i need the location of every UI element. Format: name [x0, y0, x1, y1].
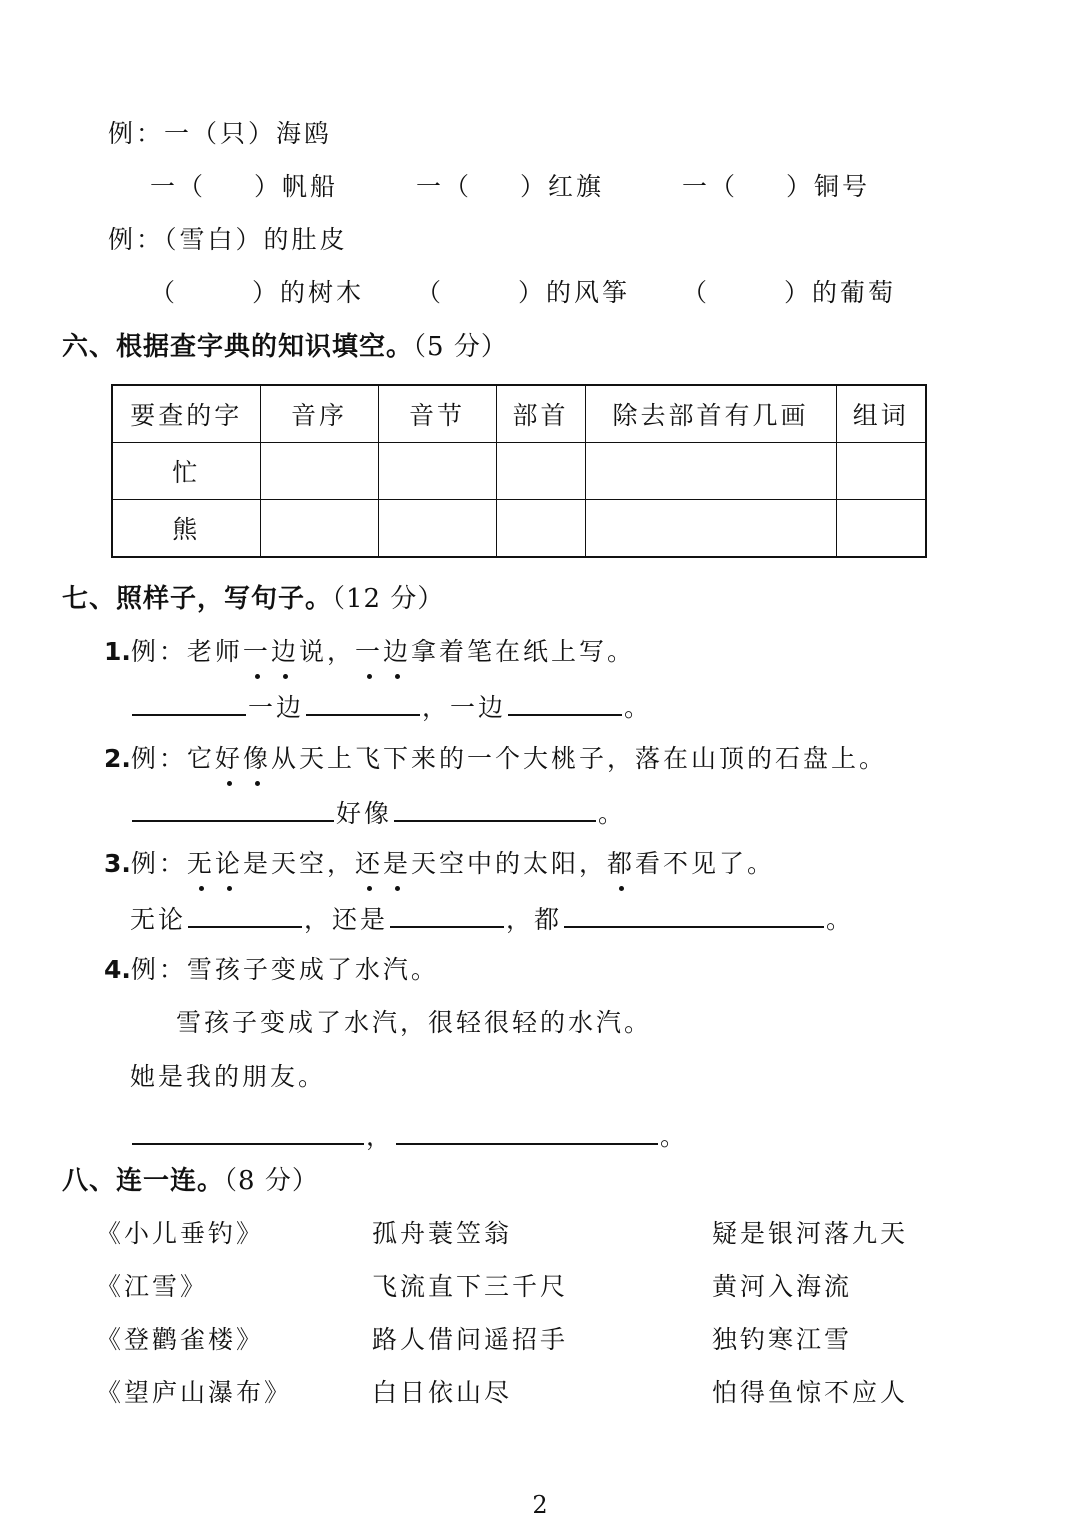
poem-title[interactable]: 《登鹳雀楼》: [96, 1325, 265, 1354]
poem-title[interactable]: 《江雪》: [96, 1272, 209, 1301]
q1-number: 1.: [104, 637, 131, 666]
adj-item-3: [682, 275, 896, 311]
adj-suffix: ）的风筝: [518, 278, 631, 307]
q1-text: 例：老师: [130, 637, 243, 666]
header-cell: 要查的字: [112, 385, 260, 443]
q1-fill-sep: ，一边: [422, 693, 507, 722]
answer-cell[interactable]: [585, 500, 836, 558]
answer-cell[interactable]: [260, 500, 378, 558]
emphasis-char: 论: [215, 846, 243, 882]
emphasis-char: 无: [187, 846, 215, 882]
q1-text: 拿着笔在纸上写。: [411, 637, 636, 666]
dictionary-table: [111, 384, 927, 558]
q4-fill-end: 。: [660, 1122, 689, 1151]
emphasis-char: 是: [383, 846, 411, 882]
q1-fill-mid: 一边: [248, 693, 305, 722]
q2-text: 从天上飞下来的一个大桃子，落在山顶的石盘上。: [270, 744, 887, 773]
q3-text: 是天空，: [242, 849, 355, 878]
adj-item-1: [150, 275, 364, 311]
emphasis-char: 边: [383, 634, 411, 670]
answer-cell[interactable]: [496, 443, 585, 500]
q1-fill-end: 。: [624, 693, 653, 722]
emphasis-char: 都: [607, 846, 635, 882]
emphasis-char: 好: [215, 741, 243, 777]
character-cell: 忙: [112, 443, 260, 500]
section-8-heading: [62, 1163, 319, 1199]
q2-fill-end: 。: [598, 799, 627, 828]
q3-text: 看不见了。: [635, 849, 776, 878]
section-6-points: （5 分）: [413, 332, 508, 362]
header-cell: 除去部首有几画: [585, 385, 836, 443]
q3-fill-end: 。: [826, 905, 855, 934]
q2-fill-mid: 好像: [336, 799, 393, 828]
q4-example: [104, 952, 439, 988]
adj-suffix: ）的葡萄: [784, 278, 897, 307]
measure-suffix: ）红旗: [520, 172, 605, 201]
measure-item-2: [416, 169, 604, 205]
table-row: [112, 500, 926, 558]
emphasis-char: 边: [271, 634, 299, 670]
adj-prefix: （: [682, 278, 711, 307]
q2-blank-2[interactable]: [394, 794, 596, 822]
section-6-title: 六、根据查字典的知识填空。: [62, 332, 414, 362]
q2-number: 2.: [104, 744, 131, 773]
section-8-title: 八、连一连。: [62, 1166, 225, 1196]
q2-fill-line: [130, 794, 626, 832]
measure-item-3: [682, 169, 870, 205]
q4-fill-sep: ，: [366, 1122, 395, 1151]
poem-line-a[interactable]: 白日依山尽: [372, 1378, 513, 1407]
q1-text: 说，: [298, 637, 355, 666]
section-7-heading: [62, 581, 444, 617]
adj-suffix: ）的树木: [252, 278, 365, 307]
adj-prefix: （: [150, 278, 179, 307]
table-header-row: [112, 385, 926, 443]
measure-suffix: ）铜号: [786, 172, 871, 201]
emphasis-char: 一: [243, 634, 271, 670]
q2-text: 例：它: [130, 744, 215, 773]
section-7-title: 七、照样子，写句子。: [62, 584, 333, 614]
q1-blank-2[interactable]: [306, 688, 420, 716]
poem-line-b[interactable]: 怕得鱼惊不应人: [712, 1378, 909, 1407]
emphasis-char: 还: [355, 846, 383, 882]
q2-blank-1[interactable]: [132, 794, 334, 822]
section-7-points: （12 分）: [332, 584, 445, 614]
answer-cell[interactable]: [260, 443, 378, 500]
adj-item-2: [416, 275, 630, 311]
q3-fill-b: ，还是: [304, 905, 389, 934]
header-cell: 部首: [496, 385, 585, 443]
poem-line-b[interactable]: 疑是银河落九天: [712, 1219, 909, 1248]
q1-fill-line: [130, 688, 652, 726]
measure-prefix: 一（: [150, 172, 207, 201]
poem-line-a[interactable]: 飞流直下三千尺: [372, 1272, 569, 1301]
q1-blank-1[interactable]: [132, 688, 246, 716]
q4-text: 例：雪孩子变成了水汽。: [130, 955, 439, 984]
q3-fill-c: ，都: [506, 905, 563, 934]
measure-item-1: [150, 169, 338, 205]
header-cell: 音节: [378, 385, 496, 443]
measure-prefix: 一（: [682, 172, 739, 201]
poem-line-a[interactable]: 孤舟蓑笠翁: [372, 1219, 513, 1248]
page-number: 2: [532, 1491, 548, 1519]
poem-line-b[interactable]: 黄河入海流: [712, 1272, 853, 1301]
q3-blank-3[interactable]: [564, 900, 824, 928]
q1-example: [104, 634, 635, 670]
measure-suffix: ）帆船: [254, 172, 339, 201]
q3-text: 天空中的太阳，: [411, 849, 608, 878]
q4-fill-line: [130, 1117, 688, 1155]
measure-prefix: 一（: [416, 172, 473, 201]
q4-example-expanded: 雪孩子变成了水汽，很轻很轻的水汽。: [176, 1008, 653, 1037]
q3-fill-line: [130, 900, 854, 938]
q3-number: 3.: [104, 849, 131, 878]
example-adjective: 例：（雪白）的肚皮: [108, 225, 348, 254]
poem-title[interactable]: 《望庐山瀑布》: [96, 1378, 293, 1407]
answer-cell[interactable]: [378, 443, 496, 500]
section-8-points: （8 分）: [224, 1166, 319, 1196]
header-cell: 组词: [836, 385, 926, 443]
answer-cell[interactable]: [836, 443, 926, 500]
poem-line-b[interactable]: 独钓寒江雪: [712, 1325, 853, 1354]
q1-blank-3[interactable]: [508, 688, 622, 716]
q3-blank-1[interactable]: [188, 900, 302, 928]
q2-example: [104, 741, 887, 777]
q4-blank-1[interactable]: [132, 1117, 364, 1145]
example-measure-word: 例：一（只）海鸥: [108, 119, 333, 148]
section-6-heading: [62, 329, 508, 365]
q3-fill-a: 无论: [130, 905, 187, 934]
poem-line-a[interactable]: 路人借问遥招手: [372, 1325, 569, 1354]
adj-prefix: （: [416, 278, 445, 307]
poem-title[interactable]: 《小儿垂钓》: [96, 1219, 265, 1248]
q3-example: [104, 846, 775, 882]
answer-cell[interactable]: [378, 500, 496, 558]
q4-blank-2[interactable]: [396, 1117, 658, 1145]
answer-cell[interactable]: [836, 500, 926, 558]
q4-number: 4.: [104, 955, 131, 984]
header-cell: 音序: [260, 385, 378, 443]
emphasis-char: 一: [355, 634, 383, 670]
table-row: [112, 443, 926, 500]
emphasis-char: 像: [243, 741, 271, 777]
q3-blank-2[interactable]: [390, 900, 504, 928]
q4-prompt: 她是我的朋友。: [130, 1062, 327, 1091]
character-cell: 熊: [112, 500, 260, 558]
q3-text: 例：: [130, 849, 187, 878]
answer-cell[interactable]: [496, 500, 585, 558]
answer-cell[interactable]: [585, 443, 836, 500]
